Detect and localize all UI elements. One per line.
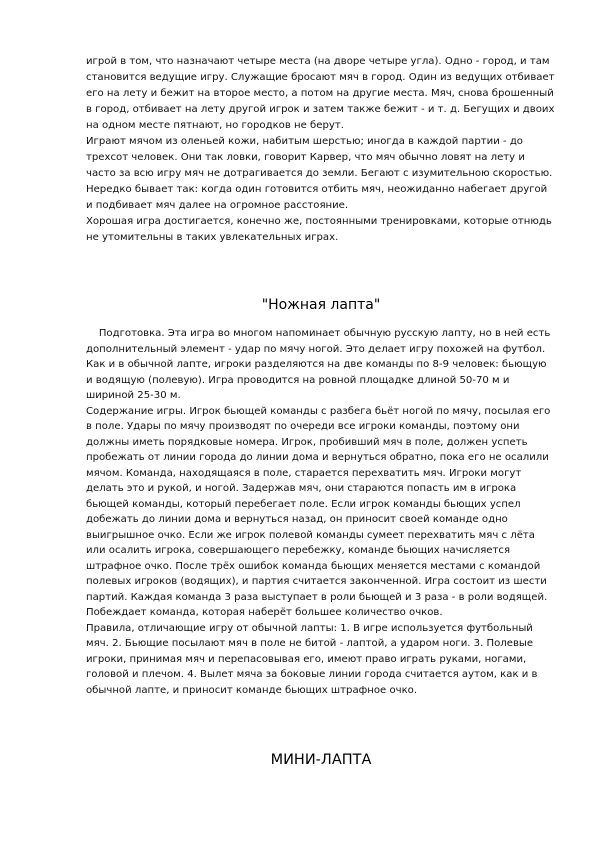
section-title-nozhnaya-lapta: "Ножная лапта" [261,297,381,313]
paragraph: Хорошая игра достигается, конечно же, постоянными тренировками, которые отнюдь не утомительны в таких увлекательных играх. [86,216,552,243]
paragraph: игрой в том, что назначают четыре места (на дворе четыре угла). Одно - город, и там становится ведущие игру. Служащие бросают мяч в город. Один из ведущих отбивает его на лету и бежит на второе место, а потом на другие места. Мяч, снова брошенный в город, отбивает на лету другой игрок и затем также бежит - и т. д. Бегущих и двоих на одном месте пятнают, но городков не берут. [86,56,555,131]
paragraph: Играют мячом из оленьей кожи, набитым шерстью; иногда в каждой партии - до трехсот человек. Они так ловки, говорит Карвер, что мяч обычно ловят на лету и часто за всю игру мяч не дотрагивается до земли. Бегают с изумительною скоростью. Нередко бывает так: когда один готовится отбить мяч, неожиданно набегает другой и подбивает мяч далее на огромное расстояние. [86,136,553,211]
paragraph: Правила, отличающие игру от обычной лапты: 1. В игре используется футбольный мяч. 2. Бьющие посылают мяч в поле не битой - лаптой, а ударом ноги. 3. Полевые игроки, принимая мяч и перепасовывая его, имеют право играть руками, ногами, головой и плечом. 4. Вылет мяча за боковые линии города считается аутом, как и в обычной лапте, и приносит команде бьющих штрафное очко. [86,622,538,696]
paragraph: Подготовка. Эта игра во многом напоминает обычную русскую лапту, но в ней есть дополнительный элемент - удар по мячу ногой. Это делает игру похожей на футбол. Как и в обычной лапте, игроки разделяются на две команды по 8-9 человек: бьющую и водящую (полевую). Игра проводится на ровной площадке длиной 50-70 м и шириной 25-30 м. [86,328,554,401]
paragraph: Содержание игры. Игрок бьющей команды с разбега бьёт ногой по мячу, посылая его в поле. Удары по мячу производят по очереди все игроки команды, поэтому они должны иметь порядковые номера. Игрок, пробивший мяч в поле, должен успеть пробежать от линии города до линии дома и вернуться обратно, пока его не осалили мячом. Команда, находящаяся в поле, старается перехватить мяч. Игроки могут делать это и рукой, и ногой. Задержав мяч, они стараются попасть им в игрока бьющей команды, который перебегает поле. Если игрок команды бьющих успел добежать до линии дома и вернуться назад, он приносит своей команде одно выигрышное очко. Если же игрок полевой команды сумеет перехватить мяч с лёта или осалить игрока, совершающего перебежку, команде бьющих начисляется штрафное очко. После трёх ошибок команда бьющих меняется местами с командой полевых игроков (водящих), и партия считается законченной. Игра состоит из шести партий. Каждая команда 3 раза выступает в роли бьющей и 3 раза - в роли водящей. [86,405,551,603]
section-title-mini-lapta: МИНИ-ЛАПТА [270,752,372,768]
section1 [86,54,556,246]
section2 [86,326,556,698]
paragraph: Побеждает команда, которая наберёт большее количество очков. [86,607,443,618]
